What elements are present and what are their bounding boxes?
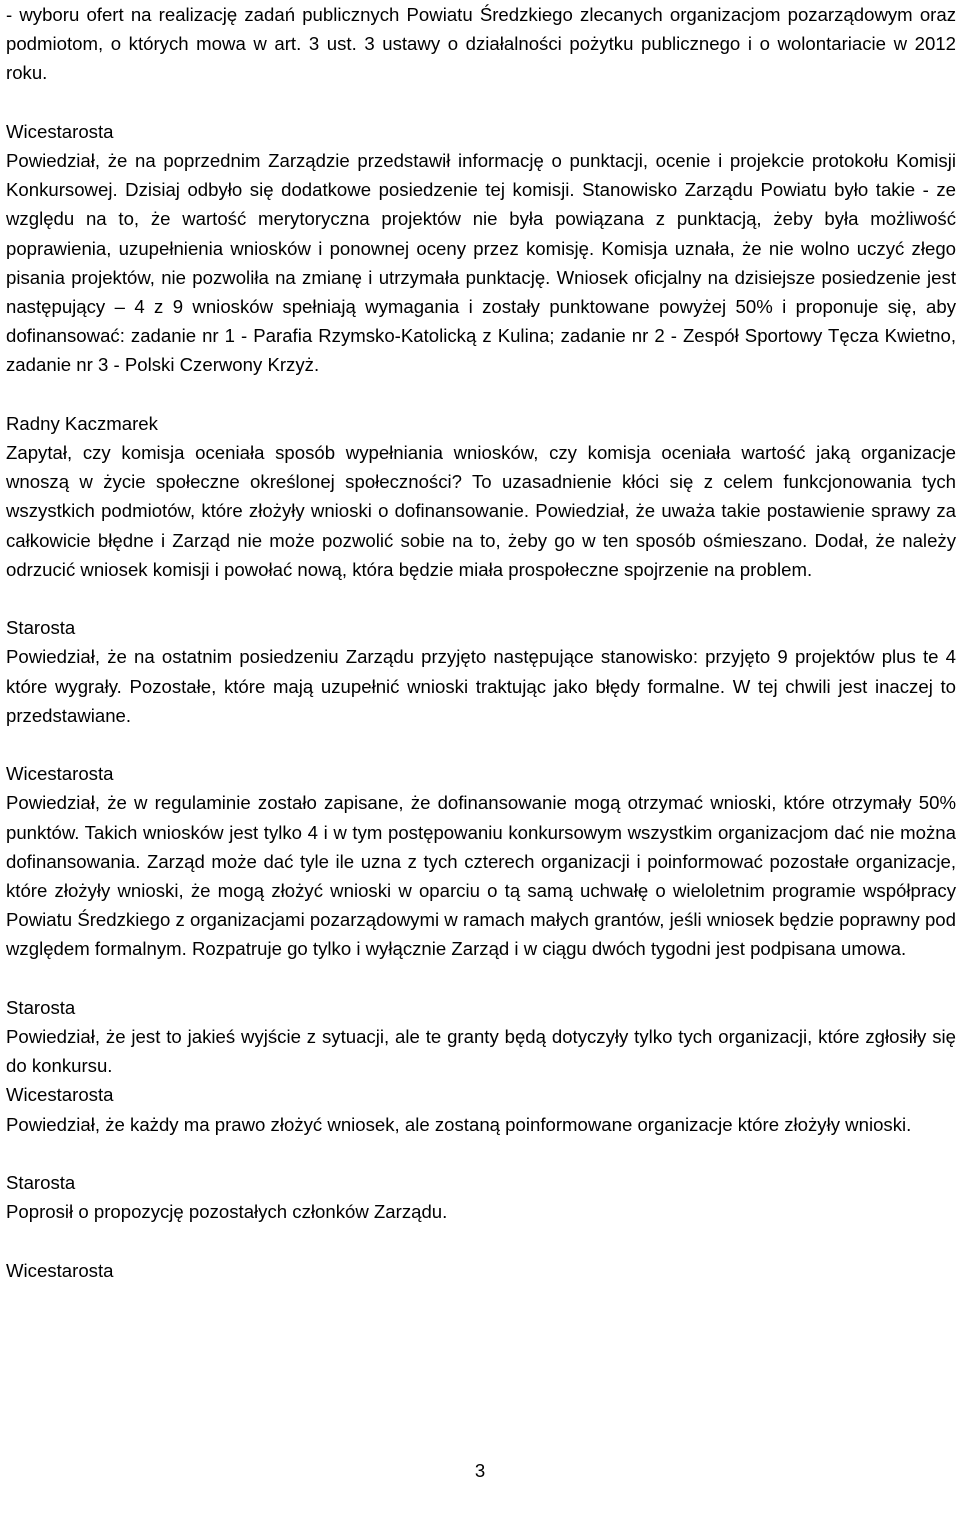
paragraph-spacer	[6, 380, 956, 409]
paragraph-statement: Zapytał, czy komisja oceniała sposób wypełniania wniosków, czy komisja oceniała wartość jaką organizacje wnoszą w życie społeczne określonej społeczności? To uzasadnienie kłóci się z celem funkcjonowania tych wszystkich podmiotów, które złożyły wnioski o dofinansowanie. Powiedział, że uważa takie postawienie sprawy za całkowicie błędne i Zarząd nie może pozwolić sobie na to, żeby go w ten sposób ośmieszano. Dodał, że należy odrzucić wniosek komisji i powołać nową, która będzie miała prospołeczne spojrzenie na problem.	[6, 442, 956, 580]
speaker-label: Starosta	[6, 996, 76, 1018]
paragraph-statement: Powiedział, że na poprzednim Zarządzie przedstawił informację o punktacji, ocenie i projekcie protokołu Komisji Konkursowej. Dzisiaj odbyło się dodatkowe posiedzenie tej komisji. Stanowisko Zarządu Powiatu było takie - ze względu na to, że wartość merytoryczna projektów nie była powiązana z punktacją, żeby była możliwość poprawienia, uzupełnienia wniosków i ponownej oceny przez komisję. Komisja uznała, że nie wolno uczyć złego pisania projektów, nie pozwoliła na zmianę i utrzymała punktację. Wniosek oficjalny na dzisiejsze posiedzenie jest następujący – 4 z 9 wniosków spełniają wymagania i zostały punktowane powyżej 50% i proponuje się, aby dofinansować: zadanie nr 1 - Parafia Rzymsko-Katolicką z Kulina; zadanie nr 2 - Zespół Sportowy Tęcza Kwietno, zadanie nr 3 - Polski Czerwony Krzyż.	[6, 150, 956, 376]
speaker-label: Wicestarosta	[6, 763, 114, 785]
speaker-label: Wicestarosta	[6, 1259, 114, 1281]
paragraph-spacer	[6, 88, 956, 117]
paragraph-spacer	[6, 964, 956, 993]
paragraph-statement: Powiedział, że jest to jakieś wyjście z sytuacji, ale te granty będą dotyczyły tylko tych organizacji, które zgłosiły się do konkursu.	[6, 1026, 956, 1077]
paragraph-statement: Powiedział, że na ostatnim posiedzeniu Zarządu przyjęto następujące stanowisko: przyjęto 9 projektów plus te 4 które wygrały. Pozostałe, które mają uzupełnić wnioski traktując jako błędy formalne. W tej chwili jest inaczej to przedstawiane.	[6, 646, 956, 726]
paragraph-spacer	[6, 584, 956, 613]
paragraph-spacer	[6, 730, 956, 759]
speaker-label: Starosta	[6, 617, 76, 639]
speaker-label: Wicestarosta	[6, 120, 114, 142]
paragraph-statement: Powiedział, że każdy ma prawo złożyć wniosek, ale zostaną poinformowane organizacje które złożyły wnioski.	[6, 1113, 912, 1135]
page-number: 3	[474, 1460, 486, 1481]
document-page	[6, 0, 956, 1285]
speaker-label: Radny Kaczmarek	[6, 412, 158, 434]
paragraph-spacer	[6, 1226, 956, 1255]
speaker-label: Wicestarosta	[6, 1084, 114, 1106]
paragraph-statement: Poprosił o propozycję pozostałych członków Zarządu.	[6, 1201, 448, 1223]
paragraph-spacer	[6, 1139, 956, 1168]
paragraph-intro: - wyboru ofert na realizację zadań publicznych Powiatu Średzkiego zlecanych organizacjom pozarządowym oraz podmiotom, o których mowa w art. 3 ust. 3 ustawy o działalności pożytku publicznego i o wolontariacie w 2012 roku.	[6, 4, 956, 84]
paragraph-statement: Powiedział, że w regulaminie zostało zapisane, że dofinansowanie mogą otrzymać wnioski, które otrzymały 50% punktów. Takich wniosków jest tylko 4 i w tym postępowaniu konkursowym wszystkim organizacjom dać nie można dofinansowania. Zarząd może dać tyle ile uzna z tych czterech organizacji i poinformować pozostałe organizacje, które złożyły wnioski, że mogą złożyć wnioski w oparciu o tą samą uchwałę o wieloletnim programie współpracy Powiatu Średzkiego z organizacjami pozarządowymi w ramach małych grantów, jeśli wniosek będzie poprawny pod względem formalnym. Rozpatruje go tylko i wyłącznie Zarząd i w ciągu dwóch tygodni jest podpisana umowa.	[6, 792, 956, 960]
speaker-label: Starosta	[6, 1172, 76, 1194]
